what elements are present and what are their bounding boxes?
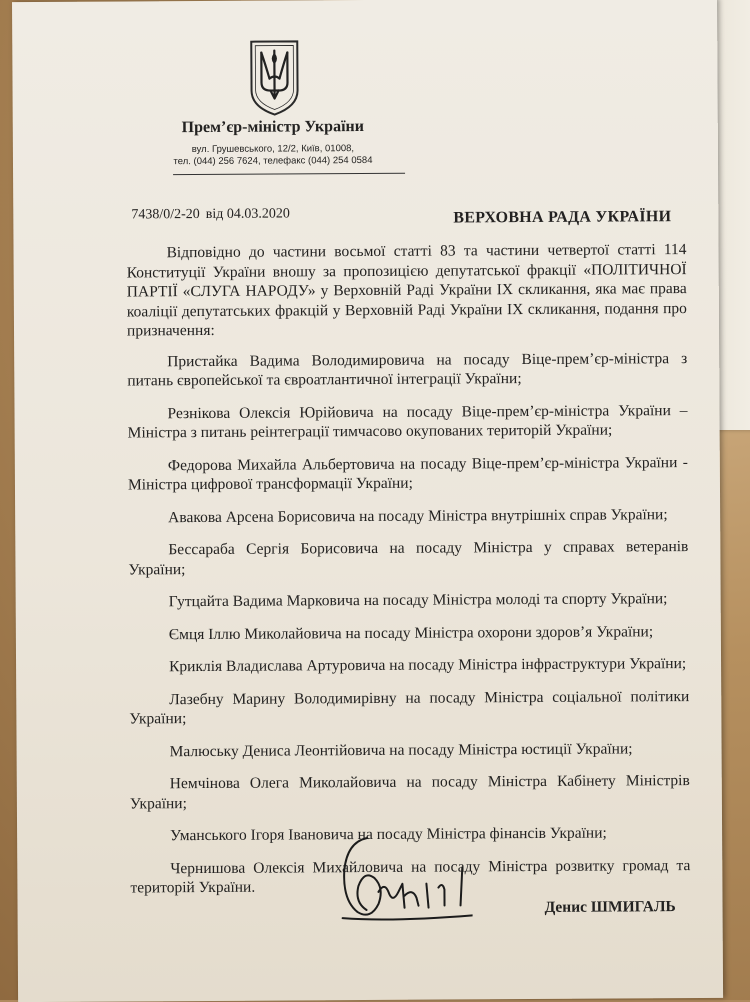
phone-line: тел. (044) 256 7624, телефакс (044) 254 0584: [173, 154, 373, 168]
appointment-item: Гутцайта Вадима Марковича на посаду Міністра молоді та спорту України;: [168, 590, 668, 611]
appointment-item: Немчінова Олега Миколайовича на посаду Міністра Кабінету Міністрів України;: [129, 772, 690, 812]
header-divider: [173, 173, 405, 175]
appointment-item: Лазебну Марину Володимирівну на посаду Міністра соціальної політики України;: [129, 687, 690, 728]
appointment-item: Чернишова Олексія Михайловича на посаду Міністра розвитку громад та територій України.: [130, 856, 691, 897]
appointment-item: Бессараба Сергія Борисовича на посаду Міністра у справах ветеранів України;: [128, 538, 689, 578]
sender-title: Прем’єр-міністр України: [181, 118, 364, 137]
reference-date: від 04.03.2020: [205, 206, 290, 222]
reference-number: 7438/0/2-20: [131, 207, 200, 223]
letter-page: [12, 0, 723, 1002]
sender-address: [13, 142, 533, 169]
reference-line: [131, 206, 290, 223]
appointment-item: Федорова Михайла Альбертовича на посаду Віце-прем’єр-міністра України - Міністра цифрової трансформації України;: [127, 453, 688, 494]
handwritten-signature: [322, 829, 473, 930]
signer-name: Денис ШМИГАЛЬ: [544, 898, 676, 916]
appointment-item: Криклія Владислава Артуровича на посаду Міністра інфраструктури України;: [169, 655, 687, 676]
appointment-item: Резнікова Олексія Юрійовича на посаду Віце-прем’єр-міністра України – Міністра з питань реінтеграції тимчасово окупованих територій України;: [127, 401, 688, 442]
appointment-item: Ємця Іллю Миколайовича на посаду Міністра охорони здоров’я України;: [168, 622, 654, 643]
coat-of-arms-trident-icon: [248, 38, 300, 116]
address-line: вул. Грушевського, 12/2, Київ, 01008,: [191, 143, 355, 156]
appointment-item: Пристайка Вадима Володимировича на посаду Віце-прем’єр-міністра з питань європейської та євроатлантичної інтеграції України;: [127, 349, 688, 390]
appointment-item: Малюську Дениса Леонтійовича на посаду Міністра юстиції України;: [169, 739, 633, 760]
intro-paragraph: Відповідно до частини восьмої статті 83 та частини четвертої статті 114 Конституції України вношу за пропозицією депутатської фракції «ПОЛІТИЧНОЇ ПАРТІЇ «СЛУГА НАРОДУ» у Верховній Раді України IX скликання, яка має права коаліції депутатських фракцій у Верховній Раді України IX скликання, подання про призначення:: [126, 241, 687, 340]
appointment-item: Уманського Ігоря Івановича на посаду Міністра фінансів України;: [170, 824, 607, 845]
addressee: ВЕРХОВНА РАДА УКРАЇНИ: [453, 208, 672, 227]
appointment-item: Авакова Арсена Борисовича на посаду Міністра внутрішніх справ України;: [168, 505, 668, 526]
letter-body: [126, 240, 690, 911]
